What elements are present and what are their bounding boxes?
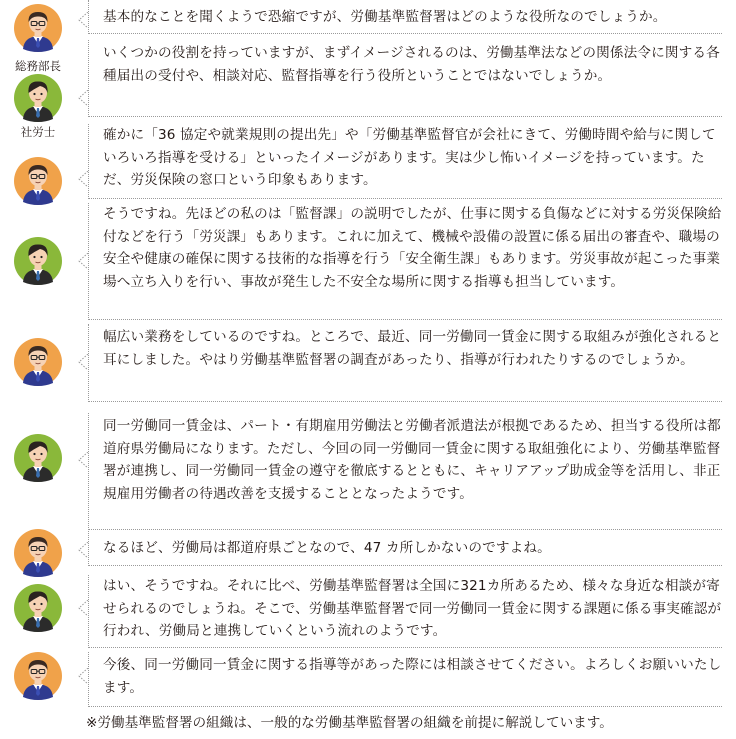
- manager-avatar-icon: [14, 652, 62, 700]
- manager-avatar-icon: [14, 338, 62, 386]
- message-bubble: 今後、同一労働同一賃金に関する指導等があった際には相談させてください。よろしくお願いいたします。: [88, 652, 722, 707]
- message-bubble: 同一労働同一賃金は、パート・有期雇用労働法と労働者派遣法が根拠であるため、担当する役所は都道府県労働局になります。ただし、今回の同一労働同一賃金に関する取組強化により、労働基準監督署が連携し、同一労働同一賃金の遵守を徹底するとともに、キャリアアップ助成金等を活用し、非正規雇用労働者の待遇改善を支援することとなったようです。: [88, 413, 722, 530]
- consultant-avatar-icon: [14, 584, 62, 632]
- manager-avatar-icon: [14, 157, 62, 205]
- message-bubble: 幅広い業務をしているのですね。ところで、最近、同一労働同一賃金に関する取組みが強化されると耳にしました。やはり労働基準監督署の調査があったり、指導が行われたりするのでしょうか。: [88, 324, 722, 402]
- footnote: ※労働基準監督署の組織は、一般的な労働基準監督署の組織を前提に解説しています。: [86, 715, 613, 731]
- consultant-avatar-icon: [14, 74, 62, 122]
- message-bubble: はい、そうですね。それに比べ、労働基準監督署は全国に321カ所あるため、様々な身近な相談が寄せられるのでしょうね。そこで、労働基準監督署で同一労働同一賃金に関する課題に係る事実確認が行われ、労働局と連携していくという流れのようです。: [88, 575, 722, 648]
- role-label-manager: 総務部長: [15, 59, 61, 73]
- consultant-avatar-icon: [14, 237, 62, 285]
- manager-avatar-icon: [14, 529, 62, 577]
- message-bubble: 確かに「36 協定や就業規則の提出先」や「労働基準監督官が会社にきて、労働時間や給与に関していろいろ指導を受ける」といったイメージがあります。実は少し怖いイメージを持っています。ただ、労災保険の窓口という印象もあります。: [88, 124, 722, 199]
- manager-avatar-icon: [14, 4, 62, 52]
- role-label-consultant: 社労士: [20, 125, 56, 139]
- message-bubble: いくつかの役割を持っていますが、まずイメージされるのは、労働基準法などの関係法令に関する各種届出の受付や、相談対応、監督指導を行う役所ということではないでしょうか。: [88, 40, 722, 117]
- consultant-avatar-icon: [14, 434, 62, 482]
- message-bubble: 基本的なことを聞くようで恐縮ですが、労働基準監督署はどのような役所なのでしょうか。: [88, 0, 722, 34]
- message-bubble: なるほど、労働局は都道府県ごとなので、47 カ所しかないのですよね。: [88, 529, 722, 566]
- message-bubble: そうですね。先ほどの私のは「監督課」の説明でしたが、仕事に関する負傷などに対する労災保険給付などを行う「労災課」もあります。これに加えて、機械や設備の設置に係る届出の審査や、職場の安全や健康の確保に関する技術的な指導を行う「安全衛生課」もあります。労災事故が起こった事業場へ立ち入りを行い、事故が発生した不安全な場所に関する指導も担当しています。: [88, 203, 722, 320]
